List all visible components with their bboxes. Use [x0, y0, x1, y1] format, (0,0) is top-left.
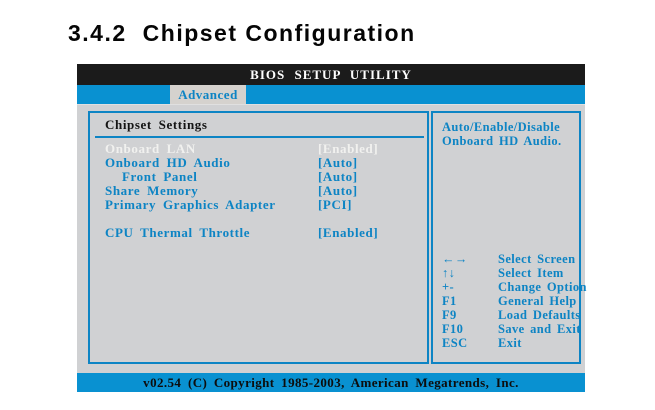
setting-value[interactable]: [Enabled] — [318, 141, 379, 156]
legend-action: Load Defaults — [498, 308, 581, 322]
item-help-text — [442, 120, 579, 148]
setting-row-cpu-thermal-throttle[interactable] — [90, 226, 427, 240]
setting-row-onboard-lan[interactable] — [90, 142, 427, 156]
f9-key: F9 — [442, 308, 457, 322]
legend-row-save-and-exit — [440, 322, 581, 336]
section-title: Chipset Configuration — [142, 20, 416, 46]
setting-label: CPU Thermal Throttle — [105, 225, 251, 240]
heading-divider — [95, 136, 424, 138]
arrows-left-right-icon: ←→ — [442, 252, 468, 266]
row-spacer — [90, 212, 427, 226]
plus-minus-keys: +- — [442, 280, 455, 294]
bios-titlebar — [77, 64, 585, 85]
section-number: 3.4.2 — [68, 20, 127, 46]
bios-screen — [77, 64, 585, 392]
setting-label: Onboard HD Audio — [105, 155, 231, 170]
legend-row-general-help — [440, 294, 577, 308]
tab-advanced[interactable]: Advanced — [170, 85, 246, 104]
legend-action: Exit — [498, 336, 522, 350]
legend-action: Save and Exit — [498, 322, 581, 336]
setting-value[interactable]: [Auto] — [318, 155, 358, 170]
setting-row-share-memory[interactable] — [90, 184, 427, 198]
settings-panel — [88, 111, 429, 364]
arrows-up-down-icon: ↑↓ — [442, 266, 456, 280]
bios-title: BIOS SETUP UTILITY — [250, 67, 412, 82]
legend-row-select-item — [440, 266, 577, 280]
legend-action: Change Option — [498, 280, 587, 294]
setting-value[interactable]: [Auto] — [318, 183, 358, 198]
setting-label: Primary Graphics Adapter — [105, 197, 276, 212]
legend-row-select-screen — [440, 252, 577, 266]
help-panel — [431, 111, 587, 364]
setting-label: Front Panel — [122, 169, 198, 184]
legend-action: General Help — [498, 294, 577, 308]
page-title — [68, 20, 416, 47]
copyright-text: v02.54 (C) Copyright 1985-2003, American Megatrends, Inc. — [143, 375, 519, 390]
legend-action: Select Item — [498, 266, 564, 280]
setting-row-onboard-hd-audio[interactable] — [90, 156, 427, 170]
setting-row-front-panel[interactable] — [90, 170, 427, 184]
legend-action: Select Screen — [498, 252, 576, 266]
help-line: Onboard HD Audio. — [442, 134, 562, 148]
setting-label: Onboard LAN — [105, 141, 196, 156]
setting-label: Share Memory — [105, 183, 199, 198]
legend-row-change-option — [440, 280, 587, 294]
bios-footer — [77, 373, 585, 392]
key-legend — [440, 252, 587, 350]
bios-menubar — [77, 85, 585, 104]
esc-key: ESC — [442, 336, 468, 350]
legend-row-exit — [440, 336, 577, 350]
f1-key: F1 — [442, 294, 457, 308]
setting-value[interactable]: [Enabled] — [318, 225, 379, 240]
legend-row-load-defaults — [440, 308, 581, 322]
setting-value[interactable]: [Auto] — [318, 169, 358, 184]
bios-body — [77, 104, 585, 373]
f10-key: F10 — [442, 322, 464, 336]
setting-row-primary-graphics-adapter[interactable] — [90, 198, 427, 212]
settings-heading: Chipset Settings — [105, 117, 208, 132]
setting-value[interactable]: [PCI] — [318, 197, 353, 212]
help-line: Auto/Enable/Disable — [442, 120, 561, 134]
